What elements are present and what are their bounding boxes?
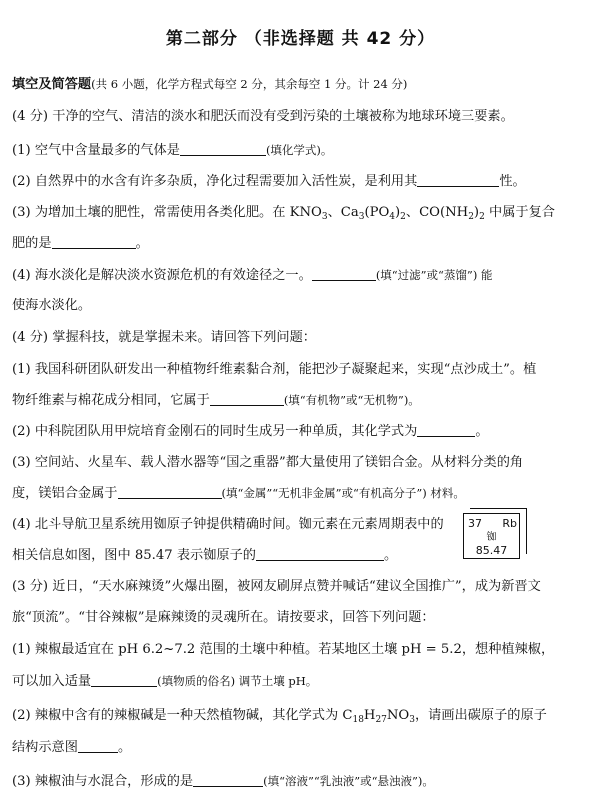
subscript: 2 — [400, 212, 406, 222]
period: 。 — [117, 740, 132, 755]
subscript: 3 — [358, 212, 365, 222]
q2-part4-line1: (4) 北斗导航卫星系统用铷原子钟提供精确时间。铷元素在元素周期表中的 — [12, 517, 444, 532]
q1-part3-text: (3) 为增加土壤的肥性，常需使用各类化肥。在 KNO — [12, 205, 322, 220]
q3-part1-line2 — [12, 672, 593, 691]
section-header-label: 填空及简答题 — [12, 77, 92, 92]
q2-intro: (4 分) 掌握科技，就是掌握未来。请回答下列问题： — [12, 330, 316, 345]
q2-part1-blank[interactable] — [210, 391, 284, 406]
q2-part2 — [12, 422, 593, 441]
subscript: 2 — [468, 212, 474, 222]
q2-part3-blank[interactable] — [118, 484, 222, 499]
q2-part3-text: 度，镁铝合金属于 — [12, 486, 118, 501]
q1-part3-blank[interactable] — [52, 234, 136, 249]
q3-part3-text: (3) 辣椒油与水混合，形成的是 — [12, 774, 194, 789]
q1-part2-blank[interactable] — [417, 172, 499, 187]
q1-part3 — [12, 204, 593, 226]
q2-part3-line2 — [12, 484, 593, 503]
q2-part1-line1: (1) 我国科研团队研发出一种植物纤维素黏合剂，能把沙子凝聚起来，实现“点沙成土”。植 — [12, 362, 537, 377]
q3-part1-line1: (1) 辣椒最适宜在 pH 6.2~7.2 范围的土壤中种植。若某地区土壤 pH = 5.2，想种植辣椒， — [12, 642, 555, 657]
q3-part2-text: (2) 辣椒中含有的辣椒碱是一种天然植物碱，其化学式为 C — [12, 708, 353, 723]
subscript: 4 — [389, 212, 396, 222]
q3-intro-line1: (3 分) 近日，“天水麻辣烫”火爆出圈，被网友刷屏点赞并喊话“建议全国推广”，成为新晋文 — [12, 579, 541, 594]
q3-part1-hint: (填物质的俗名) 调节土壤 pH。 — [157, 674, 318, 688]
q1-part1 — [12, 141, 593, 160]
q3-part2-line2-text: 结构示意图 — [12, 740, 78, 755]
q1-part4-blank[interactable] — [312, 266, 376, 281]
q3-part2-suffix: ，请画出碳原子的原子 — [414, 708, 547, 723]
q1-part1-hint: (填化学式)。 — [265, 143, 333, 157]
subscript: 18 — [352, 715, 364, 725]
q1-part1-text: (1) 空气中含量最多的气体是 — [12, 143, 180, 158]
period: 。 — [475, 424, 489, 439]
q2-part1-text: 物纤维素与棉花成分相同，它属于 — [12, 393, 210, 408]
q2-part3-line1: (3) 空间站、火星车、载人潜水器等“国之重器”都大量使用了镁铝合金。从材料分类的角 — [12, 455, 524, 470]
q3-part1-text: 可以加入适量 — [12, 674, 92, 689]
q1-part2-suffix: 性。 — [499, 174, 526, 189]
formula-text: (PO — [364, 205, 390, 220]
q2-part4-blank[interactable] — [256, 546, 384, 561]
formula-text: ) — [473, 205, 480, 220]
q3-part2-blank[interactable] — [78, 738, 118, 753]
element-symbol: Rb — [502, 517, 517, 530]
q1-part1-blank[interactable] — [180, 141, 266, 156]
q2-part3-hint: (填“金属”“无机非金属”或“有机高分子”) 材料。 — [221, 486, 465, 500]
q2-part1-hint: (填“有机物”或“无机物”)。 — [283, 393, 420, 407]
q1-part2-text: (2) 自然界中的水含有许多杂质，净化过程需要加入活性炭，是利用其 — [12, 174, 418, 189]
q1-part4 — [12, 266, 593, 285]
q1-part3-line2-text: 肥的是 — [12, 236, 52, 251]
q3-part1-blank[interactable] — [91, 672, 157, 687]
formula-text: 、Ca — [327, 205, 359, 220]
q1-intro: (4 分) 干净的空气、清洁的淡水和肥沃而没有受到污染的土壤被称为地球环境三要素。 — [12, 109, 514, 124]
q1-part3-suffix: 中属于复合 — [484, 205, 555, 220]
q3-intro-line2: 旅“顶流”。“甘谷辣椒”是麻辣烫的灵魂所在。请按要求，回答下列问题： — [12, 610, 435, 625]
q3-part3-blank[interactable] — [193, 772, 263, 787]
q1-part4-text: (4) 海水淡化是解决淡水资源危机的有效途径之一。 — [12, 268, 312, 283]
element-name: 铷 — [486, 532, 497, 543]
subscript: 3 — [409, 715, 415, 725]
q3-part3-hint: (填“溶液”“乳浊液”或“悬浊液”)。 — [263, 774, 434, 788]
section-header — [12, 75, 593, 94]
formula-text: ) — [395, 205, 401, 220]
q1-part3-line2 — [12, 234, 593, 253]
atomic-number: 37 — [468, 517, 482, 530]
element-cell-rubidium — [463, 513, 520, 559]
q3-part2-line2 — [12, 738, 593, 757]
q1-part4-line2: 使海水淡化。 — [12, 298, 92, 313]
period: 。 — [383, 548, 398, 563]
formula-text: 、CO(NH — [405, 205, 469, 220]
section-header-note: (共 6 小题，化学方程式每空 2 分，其余每空 1 分。计 24 分) — [91, 77, 408, 91]
atomic-mass: 85.47 — [475, 544, 508, 557]
q1-part4-hint: (填“过滤”或“蒸馏”) 能 — [375, 268, 493, 282]
formula-text: NO — [386, 708, 410, 723]
element-cell-top-row — [468, 517, 517, 530]
q2-part1-line2 — [12, 391, 593, 410]
q3-part3 — [12, 772, 593, 791]
q2-part4-text: 相关信息如图，图中 85.47 表示铷原子的 — [12, 548, 256, 563]
q1-part2 — [12, 172, 593, 191]
q2-part2-text: (2) 中科院团队用甲烷培育金刚石的同时生成另一种单质，其化学式为 — [12, 424, 418, 439]
formula-text: H — [363, 708, 376, 723]
q3-part2-line1 — [12, 707, 593, 729]
q2-part2-blank[interactable] — [417, 422, 475, 437]
page-title: 第二部分 （非选择题 共 42 分） — [165, 29, 436, 49]
subscript: 2 — [479, 212, 485, 222]
period: 。 — [135, 236, 149, 251]
subscript: 27 — [375, 715, 387, 725]
subscript: 3 — [321, 212, 328, 222]
